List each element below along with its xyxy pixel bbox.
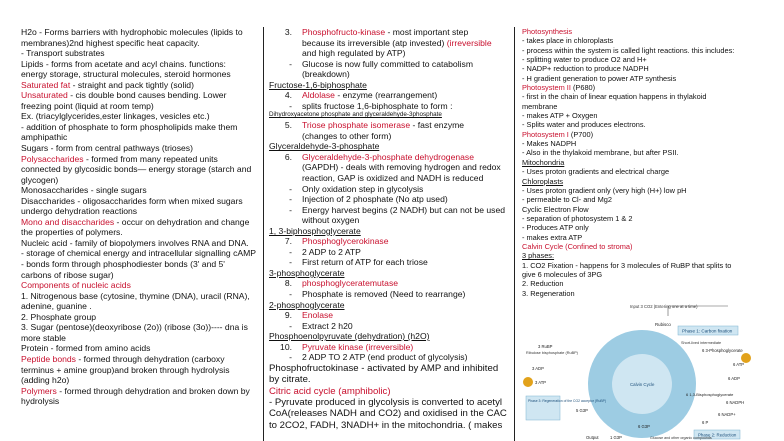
photosynthesis-line [518, 102, 766, 111]
glycolysis-line [266, 236, 514, 247]
text-run: because its irreversible (atp invested) [302, 37, 447, 48]
rubp-label: 3 RuBP [538, 344, 553, 349]
note-line [18, 101, 263, 112]
glycolysis-line [266, 321, 514, 332]
text-run: phosphoglyceratemutase [302, 278, 399, 289]
bullet-dash: - [289, 257, 292, 268]
note-line [18, 132, 263, 143]
photosynthesis-line [518, 27, 766, 36]
photosynthesis-line [518, 177, 766, 186]
text-run: Injection of 2 phosphate (No atp used) [302, 194, 448, 205]
text-run: carbons of ribose sugar) [21, 269, 114, 280]
bullet-dash: - [289, 352, 292, 363]
bpg-label: 6 1,3-Bisphosphoglycerate [686, 392, 734, 397]
text-run: 1. CO2 Fixation - happens for 3 molecules of RuBP that splits to [522, 260, 732, 270]
text-run: - occur on dehydration and change [114, 216, 250, 227]
text-run: Phosphoenolpyruvate (dehydration) (h2O) [269, 331, 430, 342]
glycolysis-line [266, 141, 514, 152]
text-run: 2-phosphoglycerate [269, 299, 345, 310]
note-line [18, 196, 263, 207]
photosynthesis-line [518, 55, 766, 64]
photosynthesis-line [518, 223, 766, 232]
text-run: - formed through dehydration (carboxy [75, 353, 225, 364]
text-run: - separation of photosystem 1 & 2 [522, 213, 633, 223]
glycolysis-line [266, 184, 514, 195]
rubisco-label: Rubisco [655, 322, 671, 327]
photosynthesis-line [518, 214, 766, 223]
text-run: - formed through dehydration and broken down by [56, 385, 250, 396]
text-run: Dihydroxyacetone phosphate and glyceraldehyde-3phosphate [269, 111, 442, 119]
glycolysis-line [266, 268, 514, 279]
photosynthesis-line [518, 242, 766, 251]
text-run: connected by glycosidic bonds— energy storage (starch and [21, 164, 252, 175]
note-line [18, 396, 263, 407]
text-run: 3. Regeneration [522, 288, 575, 298]
note-line [18, 217, 263, 228]
text-run: Monosaccharides - single sugars [21, 185, 147, 196]
glycolysis-line [266, 331, 514, 342]
glycolysis-line [266, 226, 514, 237]
text-run: Triose phosphate isomerase [302, 120, 411, 131]
phase2-label: Phase 2: Reduction [698, 432, 737, 438]
glycolysis-line [266, 374, 514, 385]
atp3-label: 3 ATP [535, 380, 547, 385]
text-run: Enolase [302, 310, 334, 321]
column-biomolecules [18, 27, 264, 441]
text-run: Pyruvate kinase (irreversible) [302, 341, 414, 352]
bullet-dash: - [289, 100, 292, 111]
text-run: Phosphoglycerokinase [302, 236, 389, 247]
bullet-dash: - [289, 58, 292, 69]
text-run: Phosphofructokinase - activated by AMP and inhibited [269, 362, 499, 374]
text-run: - bonds form through phosphodiester bonds (3' and 5' [21, 259, 225, 270]
pg3-label: 6 3-Phosphoglycerate [702, 348, 743, 353]
text-run: to 2CO2, FADH, 3NADH+ in the mitochondria. ( makes [269, 419, 503, 431]
text-run: splits fructose 1,6-biphosphate to form : [302, 100, 453, 111]
text-run: - cis double bond causes bending. Lower [67, 90, 227, 101]
glycolysis-line [266, 386, 514, 397]
bullet-dash: - [289, 183, 292, 194]
glycolysis-line [266, 289, 514, 300]
note-line [18, 154, 263, 165]
note-line [18, 386, 263, 397]
photosynthesis-line [518, 158, 766, 167]
text-run: - addition of phosphate to form phospholipids make them [21, 121, 238, 132]
g3p1-label: 1 G3P [610, 435, 622, 440]
text-run: Extract 2 h20 [302, 320, 353, 331]
calvin-cycle-diagram [518, 300, 766, 441]
photosynthesis-line [518, 120, 766, 129]
photosynthesis-line [518, 233, 766, 242]
text-run: 2. Phosphate group [21, 311, 97, 322]
glycolysis-line [266, 342, 514, 353]
g3p6-label: 6 G3P [638, 424, 650, 429]
text-run: Fructose-1,6-biphosphate [269, 79, 367, 90]
text-run: adenine, guanine . [21, 301, 92, 312]
text-run: Cyclic Electron Flow [522, 204, 589, 214]
glycolysis-line [266, 300, 514, 311]
text-run: freezing point (liquid at room temp) [21, 100, 154, 111]
glycolysis-line [266, 215, 514, 226]
bullet-dash: - [289, 289, 292, 300]
text-run: (P700) [568, 129, 594, 139]
glycolysis-line [266, 101, 514, 112]
text-run: - storage of chemical energy and intracellular signalling cAMP [21, 248, 257, 259]
note-line [18, 312, 263, 323]
glycolysis-line [266, 278, 514, 289]
photosynthesis-line [518, 148, 766, 157]
text-run: Mono and disaccharides [21, 216, 115, 227]
photosynthesis-line [518, 289, 766, 298]
note-line [18, 111, 263, 122]
photosynthesis-line [518, 83, 766, 92]
note-line [18, 27, 263, 38]
photosynthesis-line [518, 195, 766, 204]
glycolysis-line [266, 80, 514, 91]
note-line [18, 48, 263, 59]
photosynthesis-line [518, 139, 766, 148]
text-run: Glyceraldehyde-3-phosphate dehydrogenase [302, 151, 474, 162]
text-run: CoA(releases NADH and CO2) and oxidised in the CAC [269, 408, 507, 420]
text-run: - formed from many repeated units [83, 153, 218, 164]
text-run: 6. [284, 151, 292, 162]
text-run: 1. Nitrogenous base (cytosine, thymine (DNA), uracil (RNA), [21, 290, 250, 301]
text-run: First return of ATP for each triose [302, 257, 428, 268]
text-run: membranes)2nd highest specific heat capacity. [21, 37, 200, 48]
glycolysis-line [266, 397, 514, 408]
photosynthesis-line [518, 167, 766, 176]
text-run: (P680) [570, 83, 596, 93]
note-line [18, 343, 263, 354]
text-run: Nucleic acid - family of biopolymers involves RNA and DNA. [21, 237, 249, 248]
glycolysis-line [266, 173, 514, 184]
glycolysis-line [266, 363, 514, 374]
bullet-dash: - [289, 194, 292, 205]
text-run: (changes to other form) [302, 130, 392, 141]
text-run: and high regulated by ATP) [302, 48, 406, 59]
note-line [18, 375, 263, 386]
note-line [18, 365, 263, 376]
text-run: 9. [284, 310, 292, 321]
text-run: - most important step [385, 27, 469, 37]
text-run: Glyceraldehyde-3-phosphate [269, 141, 380, 152]
glycolysis-line [266, 38, 514, 49]
glycolysis-line [266, 162, 514, 173]
text-run: Phosphofructo-kinase [302, 27, 386, 37]
text-run: Unsaturated [21, 90, 68, 101]
text-run: 2. Reduction [522, 279, 564, 289]
text-run: reaction, GAP is oxidized and NADH is reduced [302, 173, 484, 184]
cheat-sheet [18, 27, 766, 441]
text-run: Polymers [21, 385, 57, 396]
glycolysis-line [266, 247, 514, 258]
note-line [18, 175, 263, 186]
note-line [18, 206, 263, 217]
text-run: - Splits water and produces electrons. [522, 120, 646, 130]
note-line [18, 90, 263, 101]
text-run: Mitochondria [522, 157, 565, 167]
text-run: - makes extra ATP [522, 232, 583, 242]
text-run: Citric acid cycle (amphibolic) [269, 385, 391, 397]
text-run: 3. [284, 27, 292, 37]
glycolysis-line [266, 257, 514, 268]
glycolysis-line [266, 205, 514, 216]
note-line [18, 185, 263, 196]
note-line [18, 354, 263, 365]
glycolysis-line [266, 120, 514, 131]
short-lived-label: Short-lived intermediate [681, 341, 722, 345]
note-line [18, 122, 263, 133]
text-run: - enzyme (rearrangement) [334, 90, 438, 101]
text-run: Aldolase [302, 90, 335, 101]
photosynthesis-line [518, 36, 766, 45]
text-run: by citrate. [269, 374, 311, 386]
text-run: terminus + amine group)and broken through hydrolysis [21, 364, 230, 375]
text-run: Glucose is now fully committed to catabolism [302, 58, 473, 69]
photosynthesis-line [518, 251, 766, 260]
text-run: - first in the chain of linear equation happens in thylakoid [522, 92, 707, 102]
text-run: Phosphate is removed (Need to rearrange) [302, 289, 466, 300]
text-run: 4. [284, 90, 292, 101]
text-run: amphipathic [21, 132, 68, 143]
text-run: - NADP+ reduction to produce NADPH [522, 64, 649, 74]
text-run: - process within the system is called light reactions. this includes: [522, 45, 735, 55]
diagram-title: Input 3 CO2 (Entering one at a time) [630, 304, 698, 309]
text-run: (adding h2o) [21, 375, 70, 386]
text-run: 3. Sugar (pentose)(deoxyribose (2o)) (ribose (3o))---- dna is [21, 322, 248, 333]
text-run: glycogen) [21, 174, 59, 185]
photosynthesis-line [518, 130, 766, 139]
note-line [18, 291, 263, 302]
text-run: 1, 3-biphosphoglycerate [269, 225, 361, 236]
note-line [18, 59, 263, 70]
photosynthesis-line [518, 270, 766, 279]
text-run: - Makes NADPH [522, 139, 577, 149]
text-run: without oxygen [302, 215, 360, 226]
text-run: Photosystem II [522, 83, 571, 93]
glycolysis-line [266, 408, 514, 419]
adp6-label: 6 ADP [728, 376, 740, 381]
glycolysis-line [266, 59, 514, 70]
ribulose-label: Ribulose bisphosphate (RuBP) [526, 351, 578, 355]
glycolysis-line [266, 310, 514, 321]
glycolysis-line [266, 111, 514, 120]
text-run: (breakdown) [302, 69, 350, 80]
photosynthesis-line [518, 74, 766, 83]
note-line [18, 80, 263, 91]
text-run: - H gradient generation to power ATP synthesis [522, 73, 677, 83]
text-run: give 6 molecules of 3PG [522, 269, 603, 279]
text-run: - Also in the thylakoid membrane, but after PSII. [522, 148, 679, 158]
note-line [18, 164, 263, 175]
note-line [18, 280, 263, 291]
note-line [18, 248, 263, 259]
bullet-dash: - [289, 204, 292, 215]
photosynthesis-line [518, 92, 766, 101]
text-run: 2 ADP TO 2 ATP (end product of glycolysis) [302, 352, 468, 363]
text-run: 3 phases: [522, 251, 555, 261]
note-line [18, 322, 263, 333]
text-run: 10. [280, 341, 292, 352]
pi-label: 6 P [702, 420, 709, 425]
text-run: Energy harvest begins (2 NADH) but can not be used [302, 204, 506, 215]
photosynthesis-line [518, 64, 766, 73]
glycolysis-line [266, 352, 514, 363]
photosynthesis-line [518, 186, 766, 195]
text-run: - takes place in chloroplasts [522, 36, 614, 46]
photosynthesis-line [518, 279, 766, 288]
glycolysis-line [266, 131, 514, 142]
note-line [18, 333, 263, 344]
text-run: 7. [284, 236, 292, 247]
text-run: Calvin Cycle (Confined to stroma) [522, 241, 633, 251]
adp3-label: 3 ADP [532, 366, 544, 371]
glucose-label: Glucose and other organic compounds [650, 436, 712, 440]
glycolysis-line [266, 48, 514, 59]
text-run: hydrolysis [21, 396, 60, 407]
text-run: energy storage, structural molecules, steroid hormones [21, 69, 231, 80]
text-run: - Transport substrates [21, 48, 105, 59]
photosynthesis-line [518, 205, 766, 214]
text-run: 8. [284, 278, 292, 289]
text-run: - Uses proton gradients and electrical charge [522, 167, 670, 177]
text-run: 2 ADP to 2 ATP [302, 246, 361, 257]
atp6-label: 6 ATP [733, 362, 745, 367]
text-run: Photosystem I [522, 129, 569, 139]
note-line [18, 238, 263, 249]
phase3-label: Phase 3: Regeneration of the CO2 acceptor (RuBP) [528, 399, 607, 403]
text-run: - Uses proton gradient only (very high (H+) low pH [522, 185, 687, 195]
glycolysis-line [266, 420, 514, 431]
text-run: Polysaccharides [21, 153, 84, 164]
photosynthesis-line [518, 261, 766, 270]
text-run: 5. [284, 120, 292, 131]
output-label: Output [586, 435, 599, 440]
text-run: (irreversible [446, 37, 492, 48]
g3p5-label: 5 G3P [576, 408, 588, 413]
glycolysis-line [266, 152, 514, 163]
text-run: Peptide bonds [21, 353, 76, 364]
glycolysis-line [266, 69, 514, 80]
nadph-label: 6 NADPH [726, 400, 745, 405]
note-line [18, 270, 263, 281]
photosynthesis-line [518, 46, 766, 55]
text-run: Photosynthesis [522, 27, 573, 36]
text-run: (GAPDH) - deals with removing hydrogen and redox [302, 162, 501, 173]
text-run: undergo dehydration reactions [21, 206, 138, 217]
text-run: Only oxidation step in glycolysis [302, 183, 424, 194]
column-glycolysis [266, 27, 515, 441]
note-line [18, 38, 263, 49]
note-line [18, 259, 263, 270]
text-run: - Produces ATP only [522, 223, 589, 233]
note-line [18, 301, 263, 312]
text-run: - fast enzyme [410, 120, 465, 131]
text-run: Lipids - forms from acetate and acyl chains. functions: [21, 58, 226, 69]
text-run: Disaccharides - oligosaccharides form when mixed sugars [21, 195, 243, 206]
text-run: 3-phosphoglycerate [269, 267, 345, 278]
text-run: - straight and pack tightly (solid) [70, 79, 194, 90]
glycolysis-line [266, 27, 514, 38]
text-run: Ex. (triacylglycerides,ester linkages, vesicles etc.) [21, 111, 210, 122]
phase1-label: Phase 1: Carbon fixation [682, 328, 733, 334]
text-run: H2o - Forms barriers with hydrophobic molecules (lipids to [21, 27, 243, 37]
glycolysis-line [266, 90, 514, 101]
text-run: the properties of polymers. [21, 227, 123, 238]
text-run: Components of nucleic acids [21, 280, 131, 291]
note-line [18, 143, 263, 154]
text-run: Protein - formed from amino acids [21, 343, 151, 354]
text-run: more stable [21, 332, 66, 343]
nadp-label: 6 NADP+ [718, 412, 736, 417]
note-line [18, 69, 263, 80]
text-run: - makes ATP + Oxygen [522, 111, 598, 121]
text-run: membrane [522, 101, 558, 111]
text-run: Saturated fat [21, 79, 71, 90]
bullet-dash: - [289, 246, 292, 257]
photosynthesis-line [518, 111, 766, 120]
calvin-label: Calvin Cycle [630, 382, 655, 387]
atp3-circle [523, 377, 533, 387]
text-run: Chloroplasts [522, 176, 564, 186]
text-run: - splitting water to produce O2 and H+ [522, 55, 647, 65]
glycolysis-line [266, 194, 514, 205]
note-line [18, 227, 263, 238]
text-run: Sugars - form from central pathways (trioses) [21, 143, 193, 154]
text-run: - Pyruvate produced in glycolysis is converted to acetyl [269, 397, 503, 409]
text-run: - permeable to Cl- and Mg2 [522, 195, 612, 205]
bullet-dash: - [289, 320, 292, 331]
